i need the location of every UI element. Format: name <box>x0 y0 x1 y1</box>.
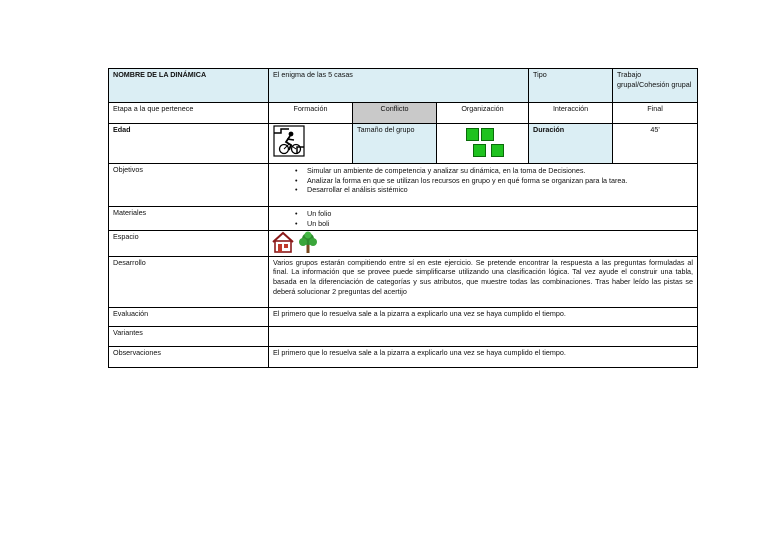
stage-organizacion: Organización <box>437 103 529 124</box>
row-development <box>109 256 698 307</box>
row-stage <box>109 103 698 124</box>
materials-cell <box>269 207 698 231</box>
group-size-label: Tamaño del grupo <box>353 124 437 164</box>
objective-item: • Analizar la forma en que se utilizan los recursos en grupo y en qué forma se organizan para la tarea. <box>295 176 693 186</box>
evaluation-text: El primero que lo resuelva sale a la pizarra a explicarlo una vez se haya cumplido el tiempo. <box>269 307 698 326</box>
age-label: Edad <box>109 124 269 164</box>
stage-formacion: Formación <box>269 103 353 124</box>
stage-interaccion: Interacción <box>529 103 613 124</box>
observations-text: El primero que lo resuelva sale a la pizarra a explicarlo una vez se haya cumplido el tiempo. <box>269 346 698 367</box>
material-item: • Un boli <box>295 219 693 229</box>
objectives-list <box>273 166 693 195</box>
row-age <box>109 124 698 164</box>
name-value: El enigma de las 5 casas <box>269 69 529 103</box>
row-objectives <box>109 164 698 207</box>
evaluation-label: Evaluación <box>109 307 269 326</box>
variants-label: Variantes <box>109 326 269 346</box>
objective-item: • Desarrollar el análisis sistémico <box>295 185 693 195</box>
stage-conflicto: Conflicto <box>353 103 437 124</box>
row-name <box>109 69 698 103</box>
dynamic-sheet-table <box>108 68 698 368</box>
group-size-cell <box>437 124 529 164</box>
duration-label: Duración <box>529 124 613 164</box>
house-icon <box>271 231 295 256</box>
objective-item: • Simular un ambiente de competencia y analizar su dinámica, en la toma de Decisiones. <box>295 166 693 176</box>
space-label: Espacio <box>109 231 269 257</box>
development-text: Varios grupos estarán compitiendo entre sí en este ejercicio. Se pretende encontrar la respuesta a las preguntas formuladas al final. La información que se provee puede simplificarse utilizando una clasificación lógica. Tal vez ayude el construir una tabla, basada en la diferenciación de categorías y sus atributos, que muestre todas las combinaciones. Tras haber leído las pistas se deberá solucionar 2 preguntas del acertijo <box>269 256 698 307</box>
green-squares-icon <box>463 128 511 158</box>
variants-text <box>269 326 698 346</box>
cyclist-icon <box>273 125 305 160</box>
type-label: Tipo <box>529 69 613 103</box>
material-item: • Un folio <box>295 209 693 219</box>
tree-icon <box>297 231 319 256</box>
materials-label: Materiales <box>109 207 269 231</box>
duration-value: 45' <box>613 124 698 164</box>
row-observations <box>109 346 698 367</box>
stage-final: Final <box>613 103 698 124</box>
type-value: Trabajo grupal/Cohesión grupal <box>613 69 698 103</box>
row-space <box>109 231 698 257</box>
stage-label: Etapa a la que pertenece <box>109 103 269 124</box>
space-cell <box>269 231 698 257</box>
row-materials <box>109 207 698 231</box>
row-evaluation <box>109 307 698 326</box>
age-cell <box>269 124 353 164</box>
objectives-label: Objetivos <box>109 164 269 207</box>
materials-list <box>273 209 693 228</box>
development-label: Desarrollo <box>109 256 269 307</box>
objectives-cell <box>269 164 698 207</box>
observations-label: Observaciones <box>109 346 269 367</box>
name-label: NOMBRE DE LA DINÁMICA <box>109 69 269 103</box>
row-variants <box>109 326 698 346</box>
